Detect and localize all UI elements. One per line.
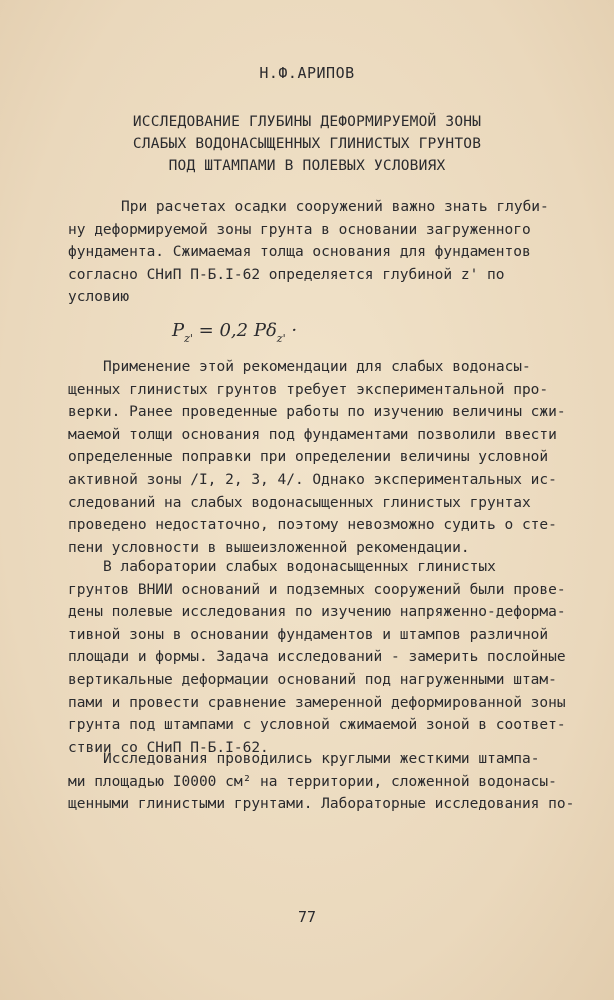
formula-rhs-subscript: z' xyxy=(276,332,286,345)
text-line: Применение этой рекомендации для слабых водонасы- xyxy=(103,359,531,375)
formula-lhs: P xyxy=(172,320,185,341)
text-line: дены полевые исследования по изучению напряженно-деформа- xyxy=(68,604,566,621)
formula-sigma: δ xyxy=(265,320,277,341)
text-line-content: При расчетах осадки сооружений важно знать глуби- xyxy=(121,199,549,215)
text-line: активной зоны /I, 2, 3, 4/. Однако экспериментальных ис- xyxy=(68,471,557,488)
text-line: маемой толщи основания под фундаментами позволили ввести xyxy=(68,426,557,443)
paragraph-3 xyxy=(68,556,566,759)
text-line: пени условности в вышеизложенной рекомендации. xyxy=(68,539,470,556)
formula-middle: = 0,2 P xyxy=(192,320,266,341)
formula-tail: · xyxy=(285,320,298,341)
text-line: грунта под штампами с условной сжимаемой зоной в соответ- xyxy=(68,717,566,734)
text-line: пами и провести сравнение замеренной деформированной зоны xyxy=(68,694,566,711)
page-number: 77 xyxy=(297,908,317,926)
title-line: СЛАБЫХ ВОДОНАСЫЩЕННЫХ ГЛИНИСТЫХ ГРУНТОВ xyxy=(132,136,482,152)
text-line: щенных глинистых грунтов требует экспериментальной про- xyxy=(68,381,549,398)
text-line: следований на слабых водонасыщенных глинистых грунтах xyxy=(68,494,531,511)
text-line xyxy=(95,196,549,219)
text-line: определенные поправки при определении величины условной xyxy=(68,449,549,466)
text-line: ми площадью I0000 см² на территории, сложенной водонасы- xyxy=(68,773,557,790)
text-line: верки. Ранее проведенные работы по изучению величины сжи- xyxy=(68,404,566,421)
title-line: ИССЛЕДОВАНИЕ ГЛУБИНЫ ДЕФОРМИРУЕМОЙ ЗОНЫ xyxy=(132,114,482,130)
paragraph-1 xyxy=(68,196,549,309)
text-line: щенными глинистыми грунтами. Лабораторные исследования по- xyxy=(68,796,575,813)
paragraph-2 xyxy=(68,356,566,559)
text-line: ствии со СНиП П-Б.I-62. xyxy=(68,739,269,756)
text-line: Исследования проводились круглыми жесткими штампа- xyxy=(103,751,540,767)
formula xyxy=(172,320,298,345)
text-line: вертикальные деформации оснований под нагруженными штам- xyxy=(68,671,557,688)
text-line: ну деформируемой зоны грунта в основании загруженного xyxy=(68,221,531,238)
author-name: Н.Ф.АРИПОВ xyxy=(259,64,355,82)
text-line: тивной зоны в основании фундаментов и штампов различной xyxy=(68,626,549,643)
title-line: ПОД ШТАМПАМИ В ПОЛЕВЫХ УСЛОВИЯХ xyxy=(168,158,446,174)
text-line: грунтов ВНИИ оснований и подземных сооружений были прове- xyxy=(68,581,566,598)
text-line: фундамента. Сжимаемая толща основания для фундаментов xyxy=(68,244,531,261)
paragraph-4 xyxy=(68,748,575,816)
text-line: В лаборатории слабых водонасыщенных глинистых xyxy=(103,559,496,575)
text-line: проведено недостаточно, поэтому невозможно судить о сте- xyxy=(68,517,557,534)
text-line: согласно СНиП П-Б.I-62 определяется глубиной z' по xyxy=(68,266,505,283)
text-line: площади и формы. Задача исследований - замерить послойные xyxy=(68,649,566,666)
article-title xyxy=(0,111,614,177)
formula-lhs-subscript: z' xyxy=(184,332,193,345)
text-line: условию xyxy=(68,289,130,306)
